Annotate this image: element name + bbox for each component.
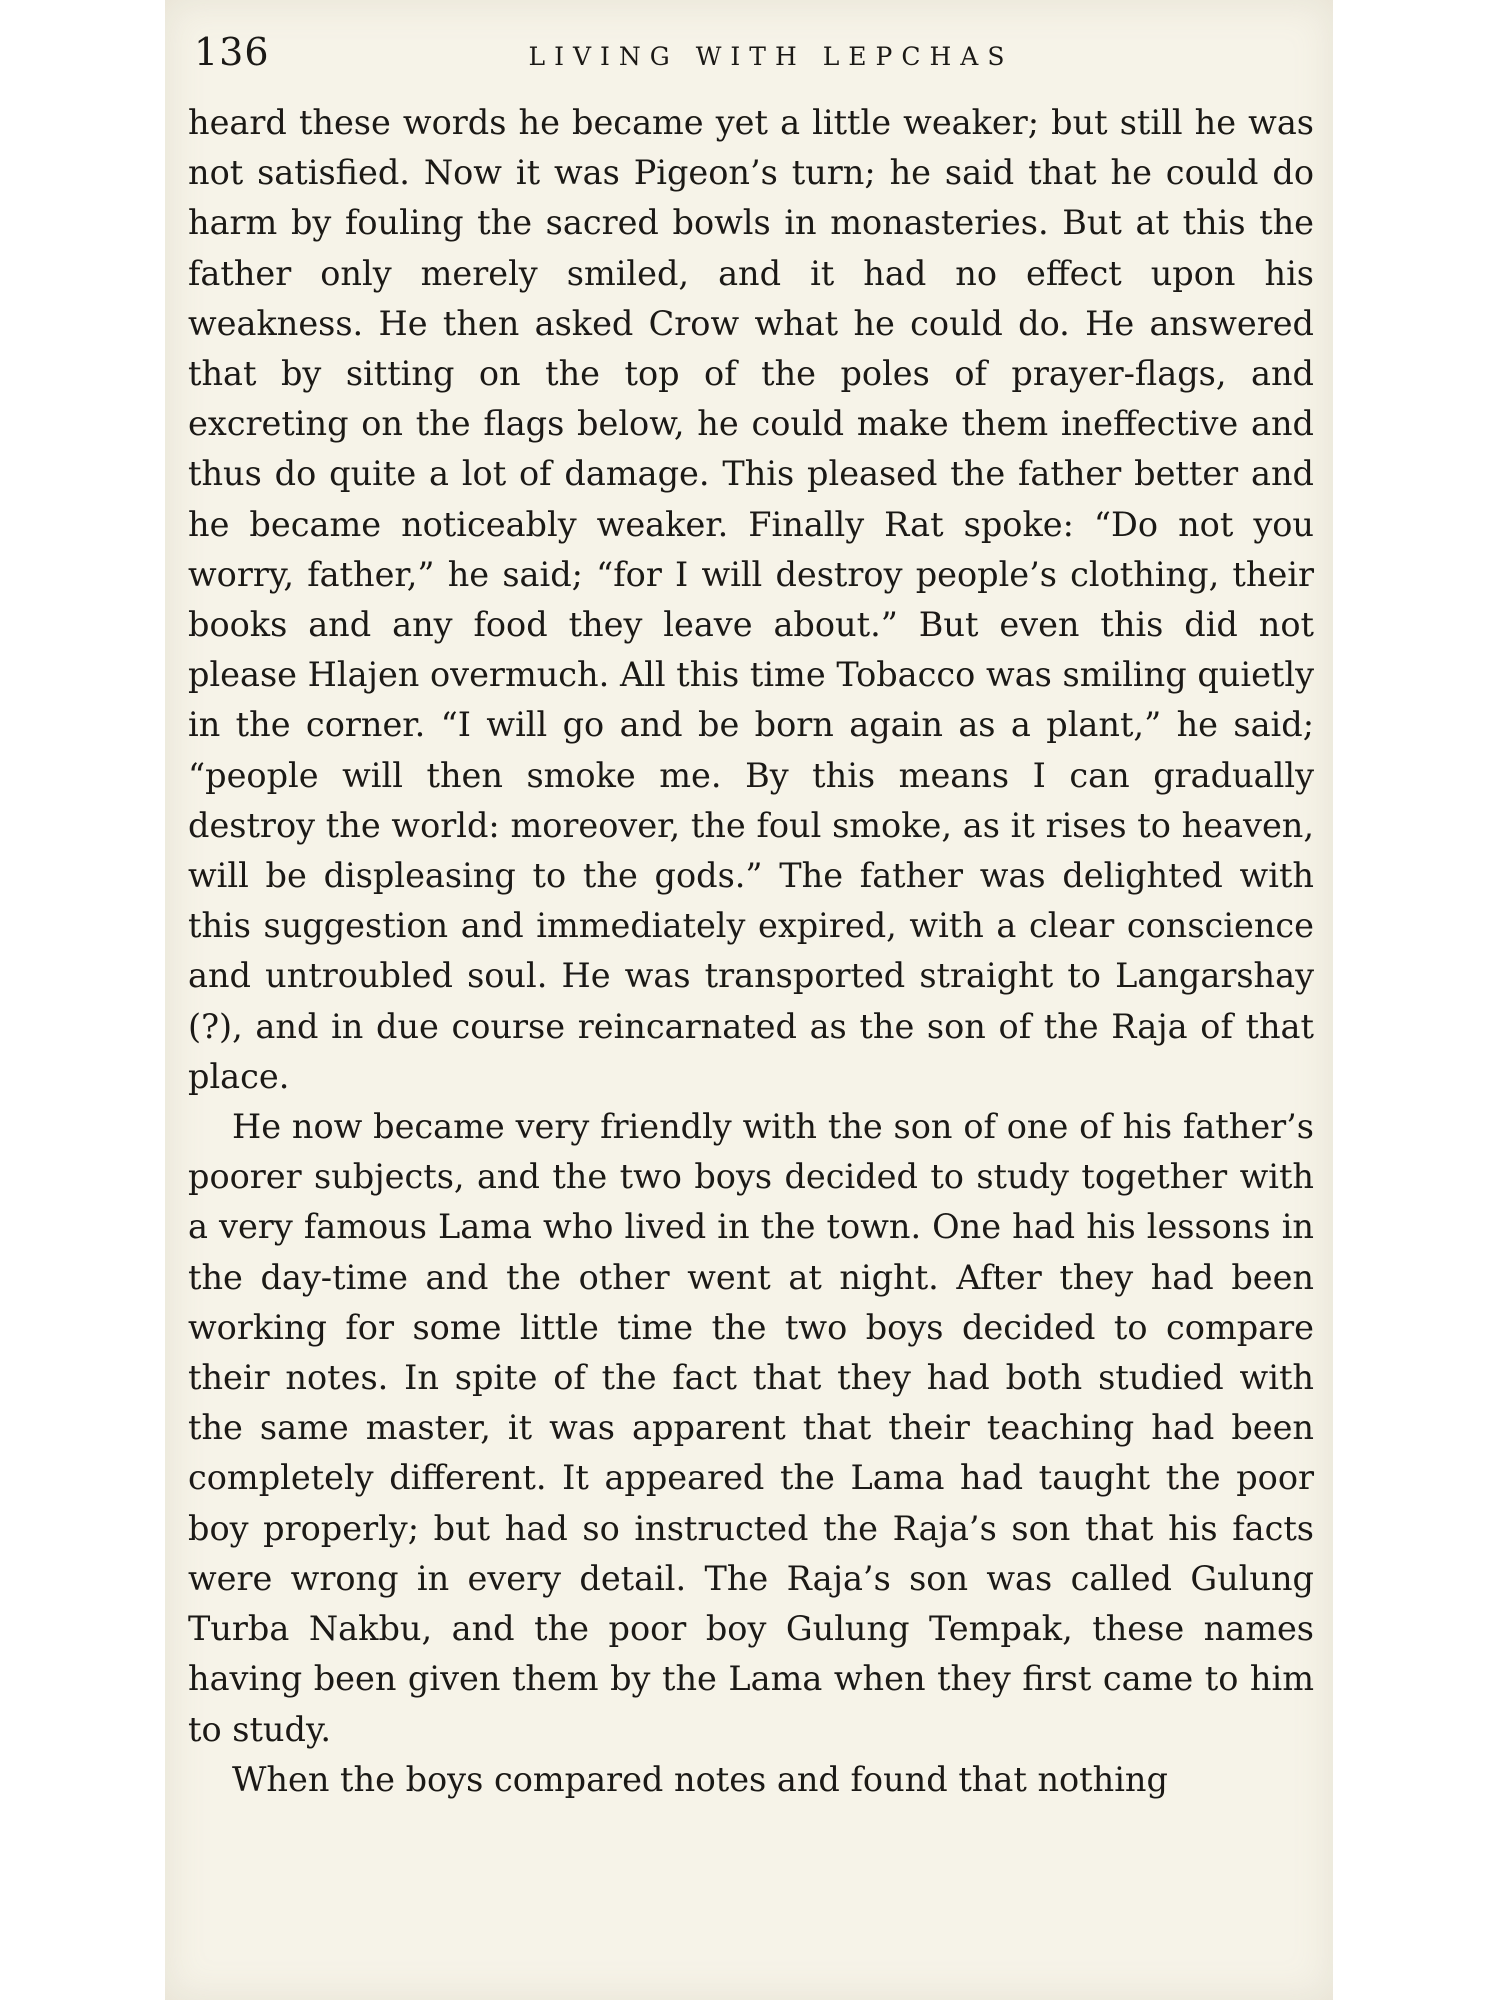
paragraph-continued: heard these words he became yet a little weaker; but still he was not satisfied. Now it was Pigeon’s turn; he said that he could do harm by fouling the sacred bowls in monasteries. But at this the father only merely smiled, and it had no effect upon his weakness. He then asked Crow what he could do. He answered that by sitting on the top of the poles of prayer-flags, and excreting on the flags below, he could make them ineffective and thus do quite a lot of damage. This pleased the father better and he became noticeably weaker. Finally Rat spoke: “Do not you worry, father,” he said; “for I will destroy people’s clothing, their books and any food they leave about.” But even this did not please Hlajen overmuch. All this time Tobacco was smiling quietly in the corner. “I will go and be born again as a plant,” he said; “people will then smoke me. By this means I can gradually destroy the world: moreover, the foul smoke, as it rises to heaven, will be displeasing to the gods.” The father was delighted with this suggestion and immediately expired, with a clear conscience and untroubled soul. He was transported straight to Langarshay (?), and in due course reincarnated as the son of the Raja of that place. <box>188 103 1314 1096</box>
paragraph: He now became very friendly with the son of one of his father’s poorer subjects, and the two boys decided to study together with a very famous Lama who lived in the town. One had his lessons in the day-time and the other went at night. After they had been working for some little time the two boys decided to compare their notes. In spite of the fact that they had both studied with the same master, it was apparent that their teaching had been completely different. It appeared the Lama had taught the poor boy properly; but had so instructed the Raja’s son that his facts were wrong in every detail. The Raja’s son was called Gulung Turba Nakbu, and the poor boy Gulung Tempak, these names having been given them by the Lama when they first came to him to study. <box>188 1107 1314 1749</box>
body-text <box>188 98 1314 1805</box>
running-title: LIVING WITH LEPCHAS <box>528 42 1014 71</box>
book-page <box>188 22 1314 1805</box>
paragraph: When the boys compared notes and found that nothing <box>232 1759 1168 1799</box>
page-number: 136 <box>194 30 270 74</box>
running-head <box>188 22 1314 84</box>
